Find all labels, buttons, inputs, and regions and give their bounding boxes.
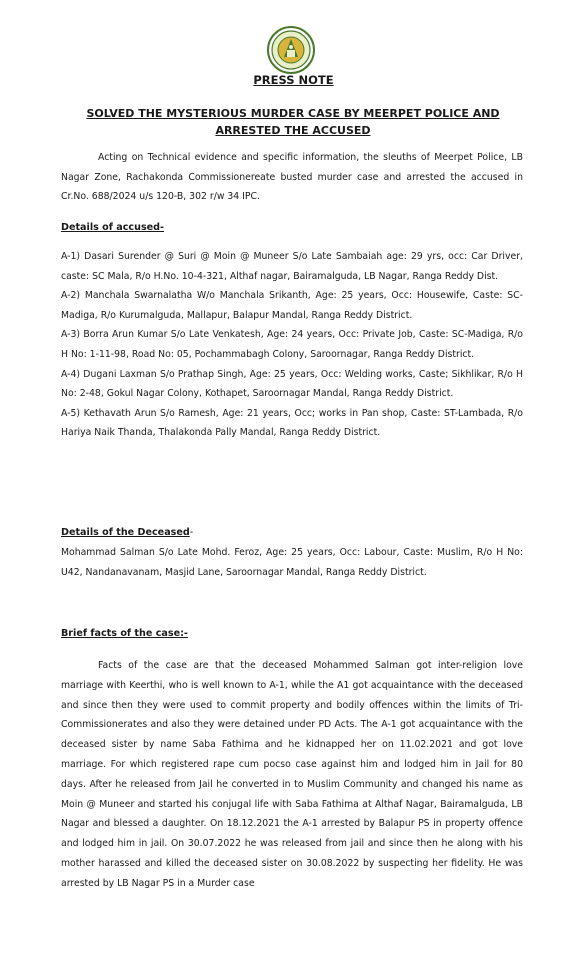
accused-item: A-2) Manchala Swarnalatha W/o Manchala Srikanth, Age: 25 years, Occ: Housewife, Caste: SC-Madiga, R/o Kurumalguda, Mallapur, Balapur Mandal, Ranga Reddy District. (61, 290, 523, 321)
facts-heading: Brief facts of the case:- (61, 628, 188, 639)
deceased-heading: Details of the Deceased (61, 527, 190, 538)
telangana-police-emblem-icon (267, 26, 315, 74)
press-note-headline: SOLVED THE MYSTERIOUS MURDER CASE BY MEERPET POLICE AND ARRESTED THE ACCUSED (86, 107, 500, 137)
deceased-heading-block (61, 527, 193, 538)
intro-paragraph: Acting on Technical evidence and specific information, the sleuths of Meerpet Police, LB Nagar Zone, Rachakonda Commissionereate busted murder case and arrested the accused in Cr.No. 688/2024 u/s 120-B, 302 r/w 34 IPC. (61, 152, 523, 203)
deceased-heading-suffix: - (189, 527, 194, 538)
accused-item: A-3) Borra Arun Kumar S/o Late Venkatesh, Age: 24 years, Occ: Private Job, Caste: SC-Madiga, R/o H No: 1-11-98, Road No: 05, Pochammabagh Colony, Saroornagar, Ranga Reddy District. (61, 329, 523, 360)
accused-list (61, 247, 523, 443)
press-note-title: PRESS NOTE (253, 73, 334, 87)
accused-item: A-5) Kethavath Arun S/o Ramesh, Age: 21 years, Occ; works in Pan shop, Caste: ST-Lambada, R/o Hariya Naik Thanda, Thalakonda Pally Mandal, Ranga Reddy District. (61, 407, 523, 439)
accused-item: A-4) Dugani Laxman S/o Prathap Singh, Age: 25 years, Occ: Welding works, Caste; Sikhlikar, R/o H No: 2-48, Gokul Nagar Colony, Kothapet, Saroornagar Mandal, Ranga Reddy District. (61, 368, 523, 400)
accused-heading: Details of accused- (61, 222, 165, 233)
deceased-details: Mohammad Salman S/o Late Mohd. Feroz, Age: 25 years, Occ: Labour, Caste: Muslim, R/o H No: U42, Nandanavanam, Masjid Lane, Saroornagar Mandal, Ranga Reddy District. (61, 547, 523, 578)
accused-item: A-1) Dasari Surender @ Suri @ Moin @ Muneer S/o Late Sambaiah age: 29 yrs, occ: Car Driver, caste: SC Mala, R/o H.No. 10-4-321, Althaf nagar, Bairamalguda, LB Nagar, Ranga Reddy Dist. (61, 251, 523, 282)
facts-paragraph: Facts of the case are that the deceased Mohammed Salman got inter-religion love marriage with Keerthi, who is well known to A-1, while the A1 got acquaintance with the deceased and since then they were used to commit property and bodily offences within the limits of Tri-Commissionerates and also they were detained under PD Acts. The A-1 got acquaintance with the deceased sister by name Saba Fathima and he kidnapped her on 11.02.2021 and got love marriage. For which registered rape cum pocso case against him and lodged him in Jail for 80 days. After he released from Jail he converted in to Muslim Community and changed his name as Moin @ Muneer and started his conjugal life with Saba Fathima at Althaf Nagar, Bairamalguda, LB Nagar and blessed a daughter. On 18.12.2021 the A-1 arrested by Balapur PS in property offence and lodged him in jail. On 30.07.2022 he was released from jail and since then he along with his mother harassed and killed the deceased sister on 30.08.2022 by suspecting her fidelity. He was arrested by LB Nagar PS in a Murder case (61, 660, 523, 889)
